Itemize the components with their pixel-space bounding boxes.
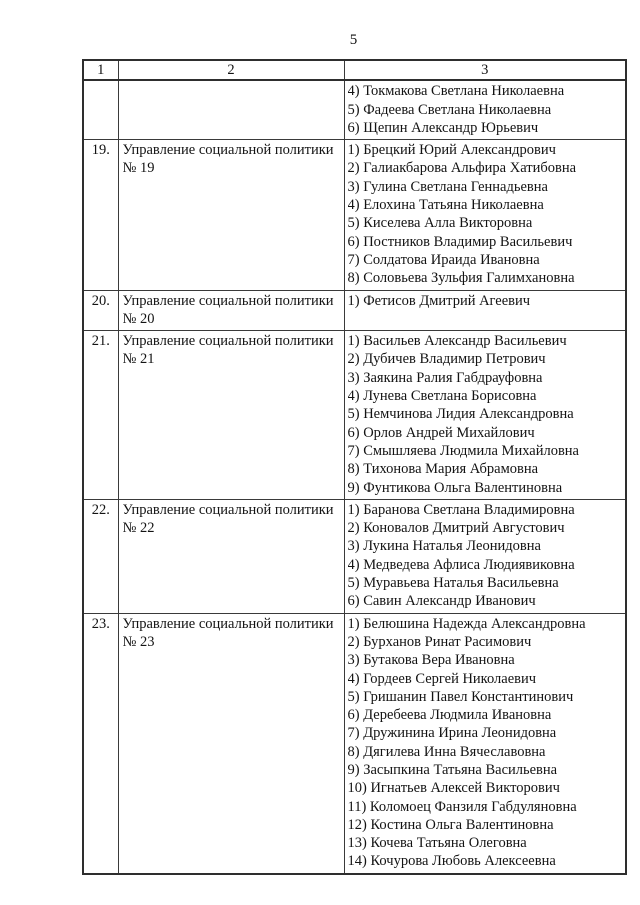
names-cell <box>344 613 626 874</box>
person-name-line: 1) Брецкий Юрий Александрович <box>347 142 556 159</box>
person-name-line: 4) Елохина Татьяна Николаевна <box>347 197 544 214</box>
person-name-line: 4) Гордеев Сергей Николаевич <box>347 670 537 687</box>
department-name-line: № 22 <box>122 520 155 537</box>
column-header-2: 2 <box>118 60 344 80</box>
names-cell <box>344 499 626 613</box>
person-name-line: 5) Муравьева Наталья Васильевна <box>347 575 559 592</box>
person-name-line: 6) Постников Владимир Васильевич <box>347 233 573 250</box>
person-name-line: 1) Фетисов Дмитрий Агеевич <box>347 292 531 309</box>
person-name-line: 7) Солдатова Ираида Ивановна <box>347 251 540 268</box>
person-name-line: 9) Засыпкина Татьяна Васильевна <box>347 761 558 778</box>
names-cell <box>344 290 626 331</box>
column-header-1: 1 <box>83 60 118 80</box>
person-name-line: 14) Кочурова Любовь Алексеевна <box>347 853 556 870</box>
department-cell <box>118 331 344 500</box>
row-number-cell: 21. <box>83 331 118 500</box>
department-name-line: № 19 <box>122 160 155 177</box>
names-cell <box>344 331 626 500</box>
person-name-line: 5) Фадеева Светлана Николаевна <box>347 101 552 118</box>
person-name-line: 5) Киселева Алла Викторовна <box>347 215 533 232</box>
person-name-line: 4) Медведева Афлиса Людиявиковна <box>347 556 575 573</box>
table-row <box>83 290 626 331</box>
department-name-line: № 23 <box>122 633 155 650</box>
person-name-line: 11) Коломоец Фанзиля Габдуляновна <box>347 798 577 815</box>
department-cell <box>118 140 344 290</box>
person-name-line: 6) Орлов Андрей Михайлович <box>347 424 535 441</box>
person-name-line: 1) Васильев Александр Васильевич <box>347 333 567 350</box>
department-name-line: № 20 <box>122 310 155 327</box>
person-name-line: 13) Кочева Татьяна Олеговна <box>347 835 527 852</box>
department-name-line: Управление социальной политики <box>122 501 334 518</box>
person-name-line: 4) Лунева Светлана Борисовна <box>347 388 537 405</box>
department-cell <box>118 290 344 331</box>
person-name-line: 1) Белюшина Надежда Александровна <box>347 615 586 632</box>
row-number-cell: 19. <box>83 140 118 290</box>
person-name-line: 3) Лукина Наталья Леонидовна <box>347 538 541 555</box>
person-name-line: 4) Токмакова Светлана Николаевна <box>347 83 565 100</box>
person-name-line: 12) Костина Ольга Валентиновна <box>347 816 554 833</box>
table-row <box>83 331 626 500</box>
person-name-line: 6) Щепин Александр Юрьевич <box>347 119 539 136</box>
person-name-line: 3) Заякина Ралия Габдрауфовна <box>347 369 543 386</box>
table-row <box>83 499 626 613</box>
person-name-line: 2) Дубичев Владимир Петрович <box>347 351 546 368</box>
person-name-line: 3) Гулина Светлана Геннадьевна <box>347 178 548 195</box>
department-name-line: Управление социальной политики <box>122 292 334 309</box>
department-name-line: Управление социальной политики <box>122 142 334 159</box>
person-name-line: 6) Савин Александр Иванович <box>347 593 536 610</box>
department-cell <box>118 80 344 139</box>
department-table <box>82 59 627 875</box>
table-header-row <box>83 60 626 80</box>
person-name-line: 10) Игнатьев Алексей Викторович <box>347 780 560 797</box>
row-number-cell: 20. <box>83 290 118 331</box>
table-row <box>83 140 626 290</box>
names-cell <box>344 140 626 290</box>
person-name-line: 9) Фунтикова Ольга Валентиновна <box>347 479 563 496</box>
department-cell <box>118 613 344 874</box>
names-cell <box>344 80 626 139</box>
row-number-cell <box>83 80 118 139</box>
department-name-line: № 21 <box>122 351 155 368</box>
table-row <box>83 613 626 874</box>
department-name-line: Управление социальной политики <box>122 615 334 632</box>
person-name-line: 2) Галиакбарова Альфира Хатибовна <box>347 160 577 177</box>
person-name-line: 5) Немчинова Лидия Александровна <box>347 406 574 423</box>
person-name-line: 3) Бутакова Вера Ивановна <box>347 652 515 669</box>
person-name-line: 8) Тихонова Мария Абрамовна <box>347 461 539 478</box>
person-name-line: 8) Дягилева Инна Вячеславовна <box>347 743 546 760</box>
row-number-cell: 22. <box>83 499 118 613</box>
person-name-line: 5) Гришанин Павел Константинович <box>347 688 574 705</box>
person-name-line: 1) Баранова Светлана Владимировна <box>347 501 575 518</box>
person-name-line: 2) Бурханов Ринат Расимович <box>347 633 532 650</box>
page-number: 5 <box>349 32 358 48</box>
table-row <box>83 80 626 139</box>
department-cell <box>118 499 344 613</box>
person-name-line: 2) Коновалов Дмитрий Августович <box>347 520 565 537</box>
person-name-line: 7) Дружинина Ирина Леонидовна <box>347 725 557 742</box>
column-header-3: 3 <box>344 60 626 80</box>
person-name-line: 7) Смышляева Людмила Михайловна <box>347 442 579 459</box>
person-name-line: 6) Деребеева Людмила Ивановна <box>347 707 552 724</box>
department-name-line: Управление социальной политики <box>122 333 334 350</box>
person-name-line: 8) Соловьева Зульфия Галимхановна <box>347 270 575 287</box>
row-number-cell: 23. <box>83 613 118 874</box>
